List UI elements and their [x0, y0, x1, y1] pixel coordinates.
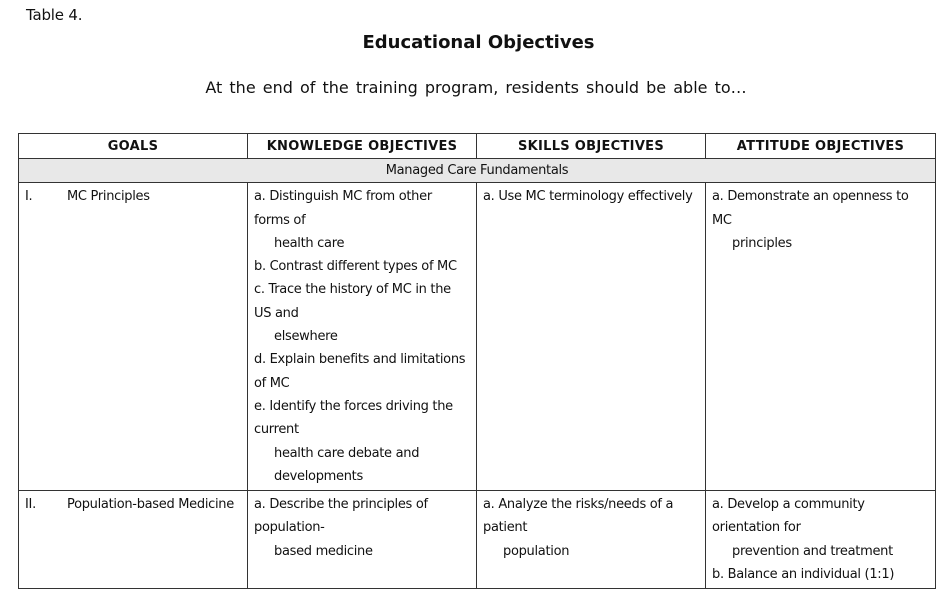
column-header-skills: SKILLS OBJECTIVES: [477, 134, 706, 159]
objective-line: based medicine: [274, 543, 373, 559]
attitude-cell: [706, 491, 936, 589]
objective-line: e. Identify the forces driving the current: [254, 398, 453, 438]
header-row: [19, 134, 936, 159]
objective-line: c. Trace the history of MC in the US and: [254, 282, 451, 321]
knowledge-cell: [248, 491, 477, 589]
objective-line: a. Demonstrate an openness to MC: [712, 189, 909, 228]
objective-line: a. Describe the principles of population-: [254, 497, 428, 536]
intro-sentence: At the end of the training program, residents should be able to…: [205, 78, 747, 97]
document-title: Educational Objectives: [362, 32, 595, 53]
section-row: [19, 159, 936, 183]
objective-line: a. Develop a community orientation for: [712, 497, 865, 536]
goal-title: MC Principles: [67, 189, 150, 205]
goal-number: I.: [25, 189, 33, 205]
table-row: [19, 491, 936, 589]
column-header-knowledge: KNOWLEDGE OBJECTIVES: [248, 134, 477, 159]
goal-cell: [19, 183, 248, 491]
objective-line: population: [503, 543, 570, 559]
column-header-attitude: ATTITUDE OBJECTIVES: [706, 134, 936, 159]
section-title: Managed Care Fundamentals: [19, 159, 936, 183]
attitude-cell: [706, 183, 936, 491]
objective-line: elsewhere: [274, 329, 338, 345]
objective-line: b. Balance an individual (1:1): [712, 567, 895, 583]
goal-number: II.: [25, 497, 36, 513]
objective-line: health care: [274, 235, 345, 251]
goal-title: Population-based Medicine: [67, 497, 234, 513]
skills-cell: [477, 491, 706, 589]
goal-cell: [19, 491, 248, 589]
objectives-table: [18, 133, 936, 589]
objective-line: a. Distinguish MC from other forms of: [254, 189, 432, 228]
skills-cell: [477, 183, 706, 491]
knowledge-cell: [248, 183, 477, 491]
objective-line: b. Contrast different types of MC: [254, 259, 457, 275]
objective-line: d. Explain benefits and limitations of MC: [254, 352, 466, 391]
column-header-goals: GOALS: [19, 134, 248, 159]
objective-line: prevention and treatment: [732, 543, 893, 559]
objective-line: a. Use MC terminology effectively: [483, 189, 693, 205]
objective-line: health care debate and developments: [274, 445, 420, 484]
table-row: [19, 183, 936, 491]
objective-line: a. Analyze the risks/needs of a patient: [483, 497, 674, 536]
objective-line: principles: [732, 235, 792, 251]
table-label: Table 4.: [26, 6, 83, 24]
